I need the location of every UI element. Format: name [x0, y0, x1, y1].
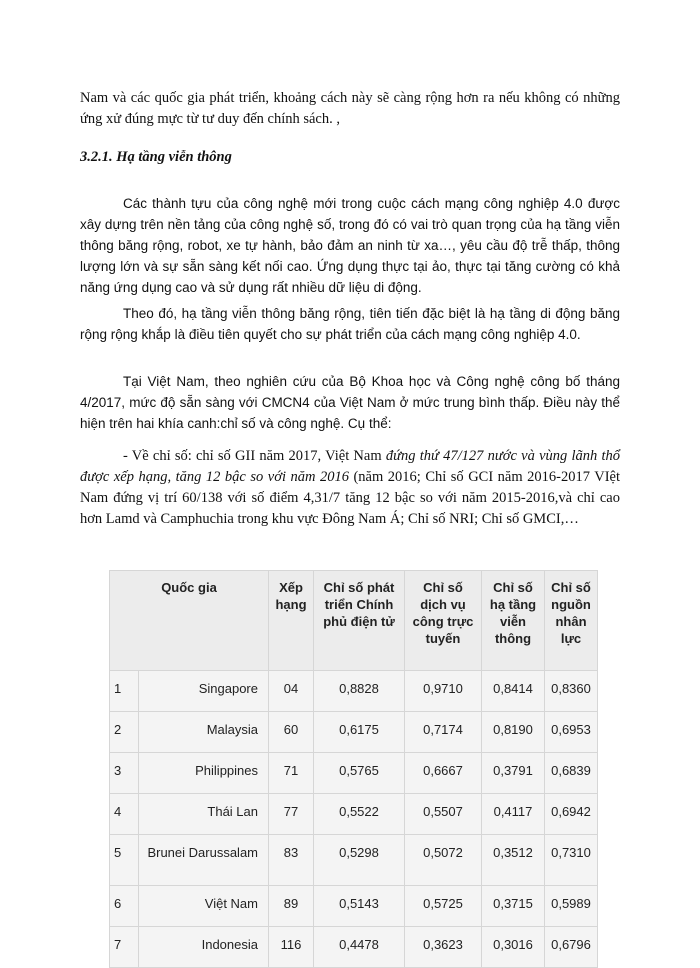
country-cell: Indonesia — [139, 927, 269, 968]
header-egov-index: Chỉ số phát triển Chính phủ điện tử — [314, 571, 405, 671]
table-row — [110, 671, 598, 712]
human-cell: 0,6942 — [545, 794, 598, 835]
rank-cell: 83 — [269, 835, 314, 886]
human-cell: 0,8360 — [545, 671, 598, 712]
online-cell: 0,6667 — [405, 753, 482, 794]
header-online-service-index: Chỉ số dịch vụ công trực tuyến — [405, 571, 482, 671]
telecom-cell: 0,8190 — [482, 712, 545, 753]
table-row — [110, 835, 598, 886]
row-number: 1 — [110, 671, 139, 712]
human-cell: 0,7310 — [545, 835, 598, 886]
country-cell: Malaysia — [139, 712, 269, 753]
telecom-cell: 0,3016 — [482, 927, 545, 968]
paragraph-intro: Nam và các quốc gia phát triển, khoảng cách này sẽ càng rộng hơn ra nếu không có những ứng xử đúng mực từ tư duy đến chính sách. , — [80, 90, 620, 127]
country-cell: Việt Nam — [139, 886, 269, 927]
egov-cell: 0,8828 — [314, 671, 405, 712]
egov-cell: 0,5522 — [314, 794, 405, 835]
rank-cell: 116 — [269, 927, 314, 968]
table-header-row — [110, 571, 598, 671]
paragraph-index — [80, 446, 620, 530]
human-cell: 0,6953 — [545, 712, 598, 753]
row-number: 6 — [110, 886, 139, 927]
country-cell: Brunei Darussalam — [139, 835, 269, 886]
rank-cell: 89 — [269, 886, 314, 927]
human-cell: 0,6839 — [545, 753, 598, 794]
paragraph-achievements: Các thành tựu của công nghệ mới trong cuộc cách mạng công nghiệp 4.0 được xây dựng trên nền tảng của công nghệ số, trong đó có vai trò quan trọng của hạ tầng viễn thông băng rộng, robot, xe tự hành, bảo đảm an ninh từ xa…, yêu cầu độ trễ thấp, thông lượng lớn và sự sẵn sàng kết nối cao. Ứng dụng thực tại ảo, thực tại tăng cường có khả năng ứng dụng cao và sử dụng rất nhiều dữ liệu di động. — [80, 196, 620, 295]
egov-cell: 0,6175 — [314, 712, 405, 753]
online-cell: 0,5725 — [405, 886, 482, 927]
row-number: 5 — [110, 835, 139, 886]
table-row — [110, 886, 598, 927]
online-cell: 0,5072 — [405, 835, 482, 886]
row-number: 7 — [110, 927, 139, 968]
paragraph-broadband: Theo đó, hạ tầng viễn thông băng rộng, tiên tiến đặc biệt là hạ tầng di động băng rộng rộng khắp là điều tiên quyết cho sự phát triển của cách mạng công nghiệp 4.0. — [80, 306, 620, 342]
egov-cell: 0,4478 — [314, 927, 405, 968]
telecom-cell: 0,3791 — [482, 753, 545, 794]
country-cell: Singapore — [139, 671, 269, 712]
online-cell: 0,3623 — [405, 927, 482, 968]
row-number: 3 — [110, 753, 139, 794]
human-cell: 0,6796 — [545, 927, 598, 968]
online-cell: 0,7174 — [405, 712, 482, 753]
row-number: 2 — [110, 712, 139, 753]
section-heading: 3.2.1. Hạ tầng viễn thông — [80, 149, 232, 165]
telecom-cell: 0,4117 — [482, 794, 545, 835]
rank-cell: 71 — [269, 753, 314, 794]
paragraph-vietnam-readiness: Tại Việt Nam, theo nghiên cứu của Bộ Khoa học và Công nghệ công bố tháng 4/2017, mức độ sẵn sàng với CMCN4 của Việt Nam ở mức trung bình thấp. Điều này thể hiện trên hai khía canh:chỉ số và công nghệ. Cụ thể: — [80, 374, 620, 431]
header-telecom-index: Chỉ số hạ tầng viễn thông — [482, 571, 545, 671]
egov-index-table — [109, 570, 598, 968]
country-cell: Philippines — [139, 753, 269, 794]
country-cell: Thái Lan — [139, 794, 269, 835]
human-cell: 0,5989 — [545, 886, 598, 927]
table-row — [110, 753, 598, 794]
rank-cell: 77 — [269, 794, 314, 835]
telecom-cell: 0,8414 — [482, 671, 545, 712]
header-human-capital-index: Chỉ số nguồn nhân lực — [545, 571, 598, 671]
index-text-start: - Về chỉ số: chỉ số GII năm 2017, Việt Nam — [123, 448, 386, 464]
header-country: Quốc gia — [110, 571, 269, 671]
header-rank: Xếp hạng — [269, 571, 314, 671]
table-row — [110, 712, 598, 753]
rank-cell: 60 — [269, 712, 314, 753]
table-row — [110, 794, 598, 835]
table-row — [110, 927, 598, 968]
egov-cell: 0,5765 — [314, 753, 405, 794]
row-number: 4 — [110, 794, 139, 835]
online-cell: 0,5507 — [405, 794, 482, 835]
index-text-italic: đứng thứ 47/127 nước và vùng lãnh thổ được xếp hạng, tăng 12 bậc so với năm 2016 — [80, 448, 620, 485]
egov-cell: 0,5298 — [314, 835, 405, 886]
rank-cell: 04 — [269, 671, 314, 712]
telecom-cell: 0,3715 — [482, 886, 545, 927]
index-text-end: (năm 2016; Chỉ số GCI năm 2016-2017 VIệt Nam đứng vị trí 60/138 với số điểm 4,31/7 tăng 12 bậc so với năm 2015-2016,và chỉ cao hơn Lamd và Camphuchia trong khu vực Đông Nam Á; Chỉ số NRI; Chỉ số GMCI,… — [80, 469, 620, 527]
telecom-cell: 0,3512 — [482, 835, 545, 886]
online-cell: 0,9710 — [405, 671, 482, 712]
egov-cell: 0,5143 — [314, 886, 405, 927]
